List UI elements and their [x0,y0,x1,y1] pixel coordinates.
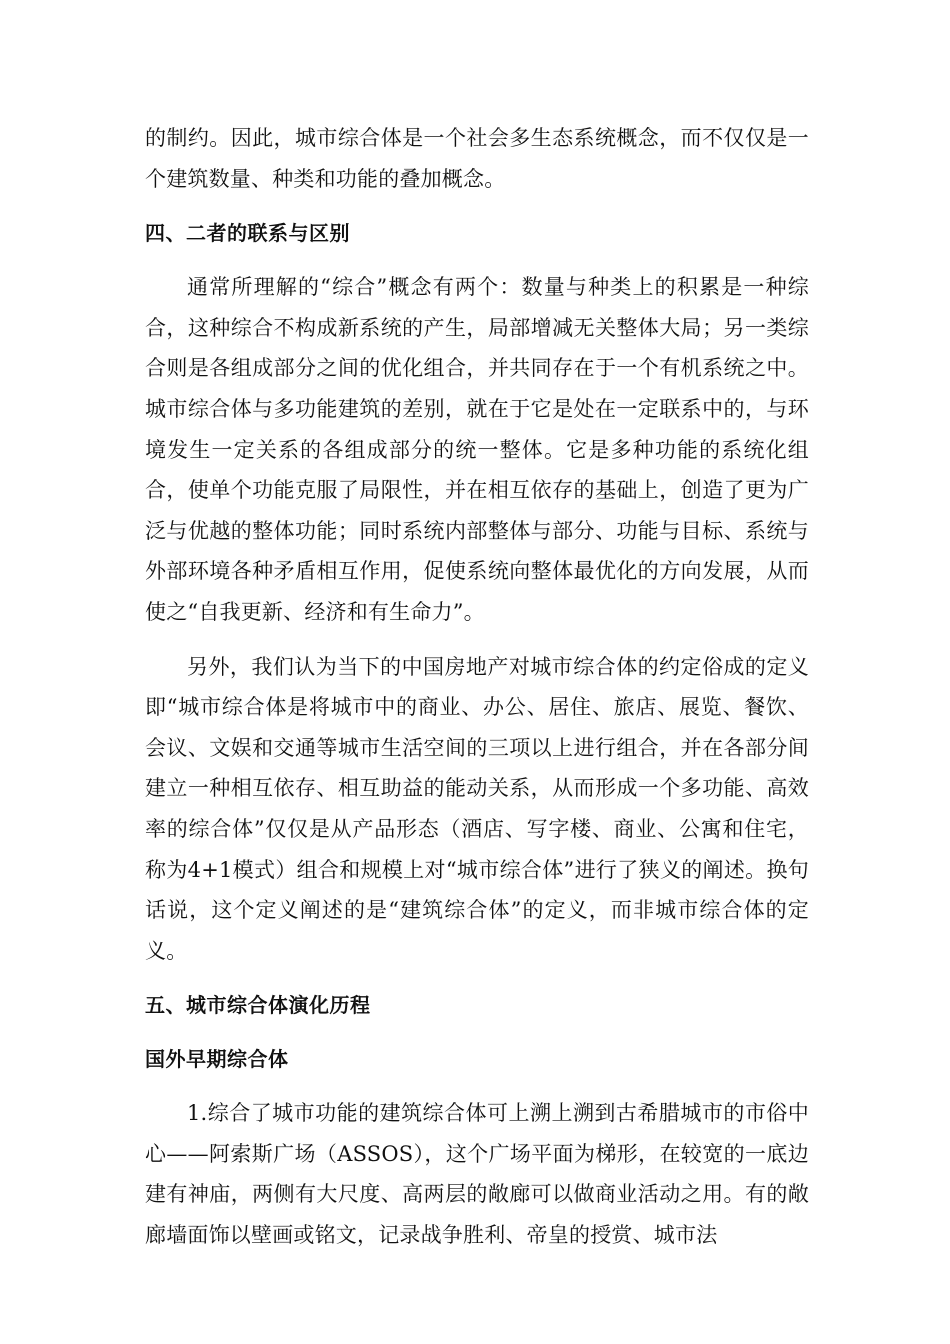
spacer [145,253,809,267]
paragraph-definition: 另外，我们认为当下的中国房地产对城市综合体的约定俗成的定义即“城市综合体是将城市中的商业、办公、居住、旅店、展览、餐饮、会议、文娱和交通等城市生活空间的三项以上进行组合，并在各部分间建立一种相互依存、相互助益的能动关系，从而形成一个多功能、高效率的综合体”仅仅是从产品形态（酒店、写字楼、商业、公寓和住宅，称为4+1模式）组合和规模上对“城市综合体”进行了狭义的阐述。换句话说，这个定义阐述的是“建筑综合体”的定义，而非城市综合体的定义。 [145,654,809,963]
section-heading-4: 四、二者的联系与区别 [145,221,350,246]
spacer [145,199,809,213]
paragraph-assos-square: 1.综合了城市功能的建筑综合体可上溯上溯到古希腊城市的市俗中心——阿索斯广场（ASSOS），这个广场平面为梯形，在较宽的一底边建有神庙，两侧有大尺度、高两层的敞廊可以做商业活动之用。有的敞廊墙面饰以壁画或铭文，记录战争胜利、帝皇的授赏、城市法 [145,1101,809,1248]
spacer [145,1025,809,1039]
spacer [145,633,809,647]
document-page [145,118,809,1256]
spacer [145,971,809,985]
subsection-heading-foreign: 国外早期综合体 [145,1047,289,1072]
paragraph-continuation: 的制约。因此，城市综合体是一个社会多生态系统概念，而不仅仅是一个建筑数量、种类和功能的叠加概念。 [145,126,809,191]
spacer [145,1079,809,1093]
section-heading-5: 五、城市综合体演化历程 [145,993,371,1018]
paragraph-comprehensive-concept: 通常所理解的“综合”概念有两个：数量与种类上的积累是一种综合，这种综合不构成新系统的产生，局部增减无关整体大局；另一类综合则是各组成部分之间的优化组合，并共同存在于一个有机系统之中。城市综合体与多功能建筑的差别，就在于它是处在一定联系中的，与环境发生一定关系的各组成部分的统一整体。它是多种功能的系统化组合，使单个功能克服了局限性，并在相互依存的基础上，创造了更为广泛与优越的整体功能；同时系统内部整体与部分、功能与目标、系统与外部环境各种矛盾相互作用，促使系统向整体最优化的方向发展，从而使之“自我更新、经济和有生命力”。 [145,275,809,624]
